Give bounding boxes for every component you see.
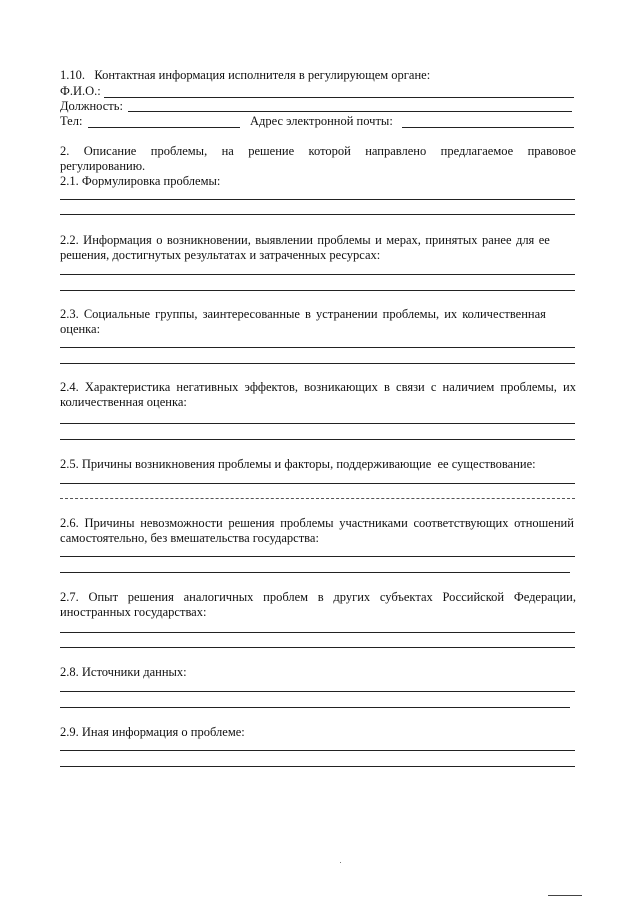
item-2-7-answer-line-1[interactable] bbox=[60, 632, 575, 633]
word: 2.6. bbox=[60, 516, 79, 530]
word: 2.3. bbox=[60, 307, 79, 321]
word: возникающих bbox=[304, 380, 378, 394]
word: в bbox=[305, 307, 311, 321]
word: невозможности bbox=[140, 516, 223, 530]
word: 2.2. bbox=[60, 233, 79, 247]
word: решения bbox=[228, 516, 275, 530]
word: проблем bbox=[263, 590, 309, 604]
item-2-7-answer-line-2[interactable] bbox=[60, 647, 575, 648]
item-2-7-label-line2: иностранных государствах: bbox=[60, 605, 207, 619]
item-2-4-label-line2: количественная оценка: bbox=[60, 395, 187, 409]
word: выявлении bbox=[255, 233, 313, 247]
item-2-2-label-line1 bbox=[60, 233, 550, 248]
item-2-1-answer-line-1[interactable] bbox=[60, 199, 575, 200]
item-2-4-answer-line-1[interactable] bbox=[60, 423, 575, 424]
word: Характеристика bbox=[84, 380, 171, 394]
word: и bbox=[375, 233, 382, 247]
word: решения bbox=[127, 590, 174, 604]
word: мерах, bbox=[386, 233, 421, 247]
word: 2.4. bbox=[60, 380, 79, 394]
word: решение bbox=[248, 144, 295, 158]
word: ранее bbox=[481, 233, 512, 247]
item-2-5-label: 2.5. Причины возникновения проблемы и факторы, поддерживающие ее существование: bbox=[60, 457, 536, 471]
item-2-6-answer-line-2[interactable] bbox=[60, 572, 570, 573]
word: связи bbox=[396, 380, 425, 394]
word: принятых bbox=[425, 233, 478, 247]
word: Описание bbox=[83, 144, 137, 158]
word: проблемы bbox=[317, 233, 371, 247]
section2-heading-line2: регулированию. bbox=[60, 159, 146, 173]
word: их bbox=[563, 380, 576, 394]
word: проблемы, bbox=[382, 307, 440, 321]
position-label: Должность: bbox=[60, 99, 123, 113]
word: проблемы, bbox=[500, 380, 557, 394]
item-2-5-answer-line-2[interactable] bbox=[60, 498, 575, 499]
word: правовое bbox=[527, 144, 576, 158]
scan-speck bbox=[340, 862, 341, 863]
word: направлено bbox=[365, 144, 427, 158]
word: Информация bbox=[83, 233, 152, 247]
word: их bbox=[444, 307, 458, 321]
word: эффектов, bbox=[244, 380, 298, 394]
fio-field[interactable] bbox=[104, 97, 574, 98]
item-2-9-answer-line-1[interactable] bbox=[60, 750, 575, 751]
item-2-9-answer-line-2[interactable] bbox=[60, 766, 575, 767]
item-2-4-label-line1 bbox=[60, 380, 576, 395]
email-label: Адрес электронной почты: bbox=[250, 114, 393, 128]
item-2-6-label-line1 bbox=[60, 516, 574, 531]
item-2-6-answer-line-1[interactable] bbox=[60, 556, 575, 557]
word: которой bbox=[308, 144, 351, 158]
page-corner-line bbox=[548, 895, 582, 896]
word: для bbox=[515, 233, 535, 247]
word: 2.7. bbox=[60, 590, 79, 604]
fio-label: Ф.И.О.: bbox=[60, 84, 101, 98]
word: Социальные bbox=[83, 307, 151, 321]
item-2-3-answer-line-1[interactable] bbox=[60, 347, 575, 348]
item-2-9-label: 2.9. Иная информация о проблеме: bbox=[60, 725, 245, 739]
word: участниками bbox=[339, 516, 408, 530]
word: устранении bbox=[316, 307, 378, 321]
word: предлагаемое bbox=[440, 144, 514, 158]
item-2-7-label-line1 bbox=[60, 590, 576, 605]
item-2-8-answer-line-2[interactable] bbox=[60, 707, 570, 708]
word: других bbox=[333, 590, 371, 604]
word: о bbox=[156, 233, 163, 247]
item-2-2-answer-line-1[interactable] bbox=[60, 274, 575, 275]
word: с bbox=[430, 380, 437, 394]
word: аналогичных bbox=[183, 590, 254, 604]
item-2-1-label: 2.1. Формулировка проблемы: bbox=[60, 174, 221, 188]
word: ее bbox=[538, 233, 550, 247]
word: наличием bbox=[442, 380, 495, 394]
word: Причины bbox=[84, 516, 135, 530]
position-field[interactable] bbox=[128, 111, 572, 112]
phone-field[interactable] bbox=[88, 127, 240, 128]
word: количественная bbox=[462, 307, 546, 321]
item-2-3-label-line2: оценка: bbox=[60, 322, 101, 336]
item-2-8-answer-line-1[interactable] bbox=[60, 691, 575, 692]
item-2-3-label-line1 bbox=[60, 307, 546, 322]
word: соответствующих bbox=[413, 516, 509, 530]
word: Опыт bbox=[88, 590, 119, 604]
item-2-6-label-line2: самостоятельно, без вмешательства государства: bbox=[60, 531, 319, 545]
item-2-4-answer-line-2[interactable] bbox=[60, 439, 575, 440]
word: проблемы bbox=[280, 516, 334, 530]
word: отношений bbox=[514, 516, 574, 530]
item-2-8-label: 2.8. Источники данных: bbox=[60, 665, 187, 679]
word: проблемы, bbox=[150, 144, 208, 158]
word: 2. bbox=[60, 144, 70, 158]
item-2-2-answer-line-2[interactable] bbox=[60, 290, 575, 291]
section2-heading-line1 bbox=[60, 144, 576, 159]
email-field[interactable] bbox=[402, 127, 574, 128]
item-2-3-answer-line-2[interactable] bbox=[60, 363, 575, 364]
word: заинтересованные bbox=[202, 307, 300, 321]
word: Федерации, bbox=[513, 590, 576, 604]
word: в bbox=[383, 380, 390, 394]
item-2-5-answer-line-1[interactable] bbox=[60, 483, 575, 484]
word: в bbox=[317, 590, 324, 604]
word: негативных bbox=[176, 380, 239, 394]
word: Российской bbox=[442, 590, 505, 604]
phone-label: Тел: bbox=[60, 114, 83, 128]
word: группы, bbox=[155, 307, 198, 321]
word: на bbox=[221, 144, 234, 158]
item-2-1-answer-line-2[interactable] bbox=[60, 214, 575, 215]
word: возникновении, bbox=[166, 233, 251, 247]
contact-heading: 1.10. Контактная информация исполнителя в регулирующем органе: bbox=[60, 68, 431, 82]
item-2-2-label-line2: решения, достигнутых результатах и затраченных ресурсах: bbox=[60, 248, 381, 262]
word: субъектах bbox=[379, 590, 433, 604]
